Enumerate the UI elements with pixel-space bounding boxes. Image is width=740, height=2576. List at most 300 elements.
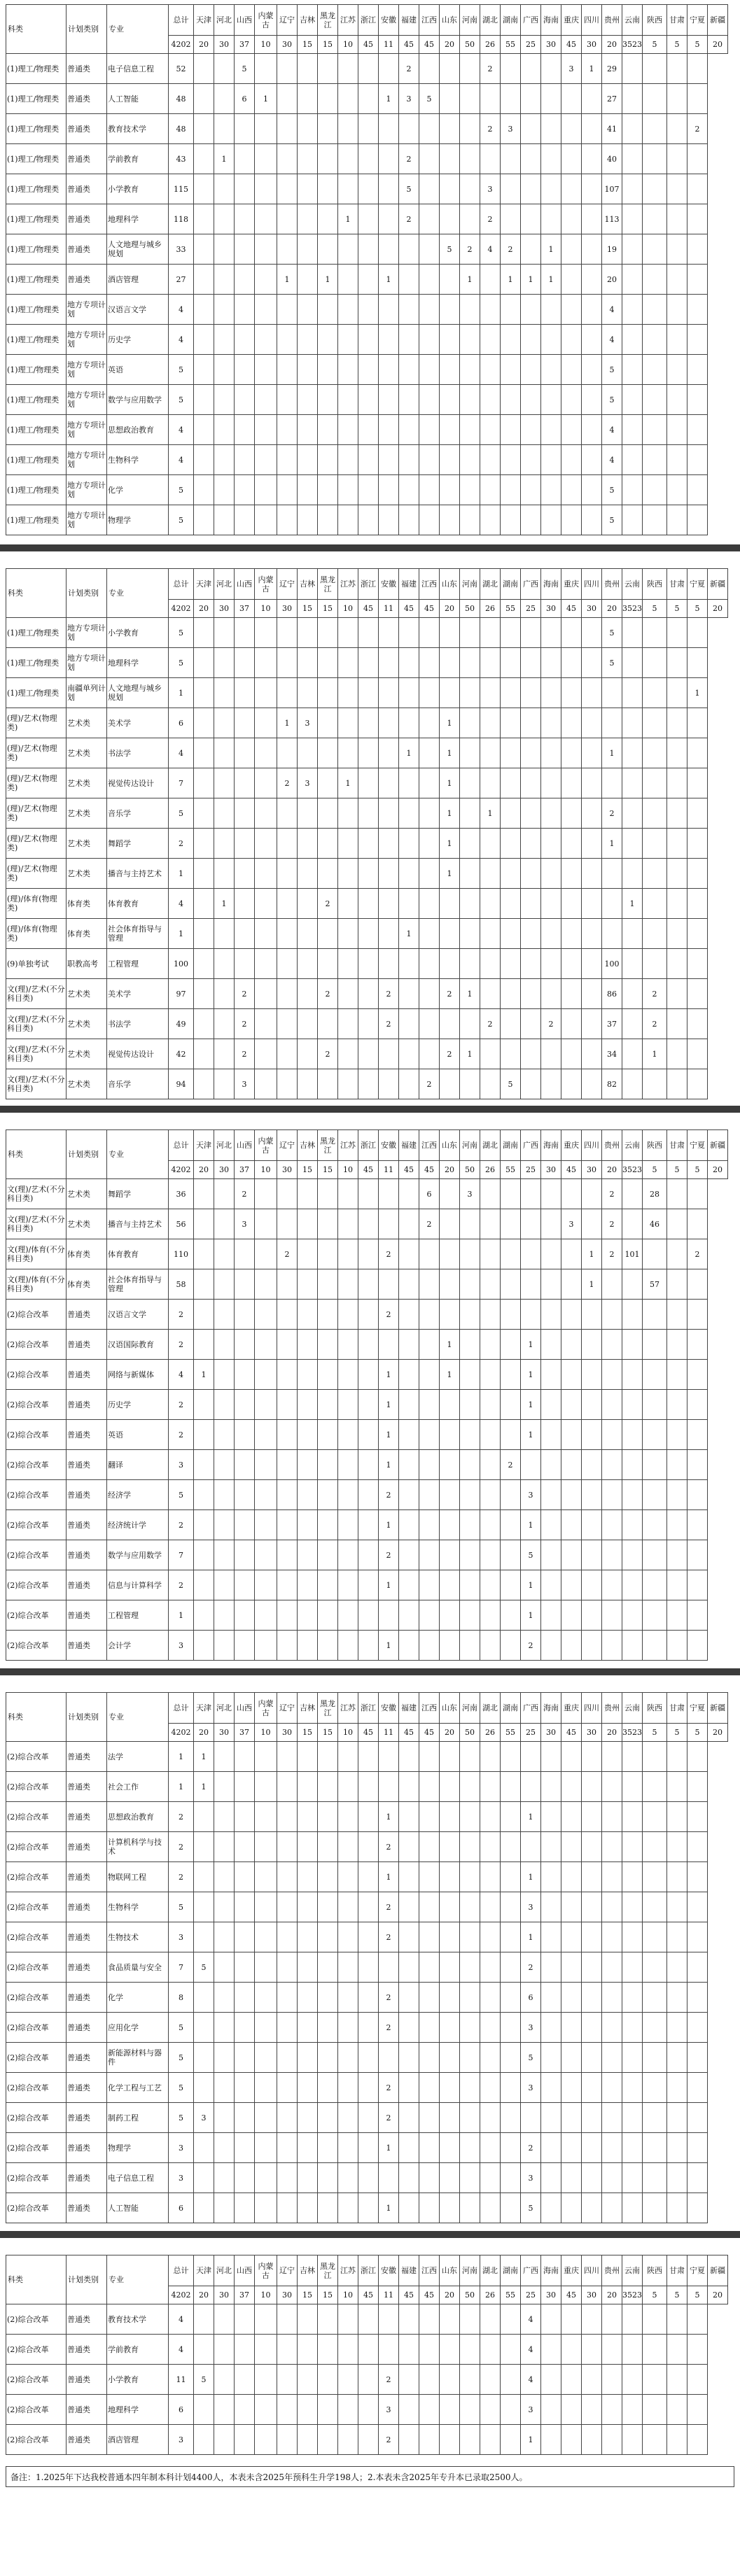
cell-count xyxy=(358,2103,379,2133)
cell-count xyxy=(643,738,667,768)
cell-count xyxy=(214,325,235,355)
cell-count: 5 xyxy=(169,385,194,415)
cell-count xyxy=(521,889,541,919)
cell-count xyxy=(379,678,399,708)
cell-jihua: 体育类 xyxy=(67,889,107,919)
cell-count xyxy=(602,768,622,798)
header-total: 45 xyxy=(419,1724,440,1742)
header-total: 55 xyxy=(501,1161,521,1179)
cell-count xyxy=(667,1600,687,1631)
cell-count xyxy=(235,1922,255,1952)
cell-count xyxy=(318,1952,338,1983)
cell-count xyxy=(460,2163,480,2193)
cell-count: 37 xyxy=(602,1009,622,1039)
cell-count xyxy=(480,1239,501,1269)
header-province: 新疆 xyxy=(708,5,728,36)
cell-count xyxy=(480,1922,501,1952)
cell-count xyxy=(338,1179,358,1209)
cell-count xyxy=(687,1631,708,1661)
table-row xyxy=(6,355,740,385)
cell-count xyxy=(338,648,358,678)
table-row xyxy=(6,1952,740,1983)
cell-count xyxy=(622,949,643,979)
table-row xyxy=(6,2304,740,2335)
cell-count xyxy=(255,1540,277,1570)
cell-count xyxy=(194,1540,214,1570)
cell-count xyxy=(582,1330,602,1360)
cell-count xyxy=(214,1832,235,1862)
cell-count xyxy=(622,415,643,445)
cell-count xyxy=(399,1209,419,1239)
cell-count xyxy=(379,1269,399,1300)
header-province: 河北 xyxy=(214,5,235,36)
cell-count: 2 xyxy=(480,204,501,234)
cell-count xyxy=(214,54,235,84)
cell-count xyxy=(277,919,298,949)
cell-count xyxy=(687,708,708,738)
cell-count xyxy=(318,2193,338,2223)
header-province: 湖南 xyxy=(501,1130,521,1161)
cell-count xyxy=(541,919,561,949)
cell-count xyxy=(338,919,358,949)
cell-count xyxy=(255,678,277,708)
cell-count xyxy=(541,2103,561,2133)
header-province: 辽宁 xyxy=(277,1130,298,1161)
cell-count xyxy=(318,738,338,768)
cell-count xyxy=(358,2304,379,2335)
cell-count: 5 xyxy=(501,1069,521,1099)
cell-count: 1 xyxy=(501,265,521,295)
cell-count xyxy=(622,84,643,114)
cell-count xyxy=(460,919,480,949)
cell-count xyxy=(214,919,235,949)
cell-count xyxy=(541,618,561,648)
cell-count xyxy=(298,174,318,204)
cell-count xyxy=(277,204,298,234)
cell-count xyxy=(298,265,318,295)
cell-count xyxy=(622,2103,643,2133)
cell-zhuanye: 舞蹈学 xyxy=(107,829,169,859)
cell-count xyxy=(318,919,338,949)
cell-count xyxy=(277,2304,298,2335)
cell-count xyxy=(460,2133,480,2163)
cell-count: 4 xyxy=(521,2335,541,2365)
cell-count xyxy=(667,204,687,234)
header-total: 45 xyxy=(358,1161,379,1179)
cell-count xyxy=(687,618,708,648)
cell-count xyxy=(255,1009,277,1039)
cell-count: 4 xyxy=(169,445,194,475)
cell-count xyxy=(399,1983,419,2013)
cell-count xyxy=(561,1862,582,1892)
cell-count xyxy=(687,1179,708,1209)
cell-count xyxy=(338,829,358,859)
cell-count: 2 xyxy=(419,1209,440,1239)
cell-count xyxy=(541,1983,561,2013)
cell-count xyxy=(399,2103,419,2133)
cell-count xyxy=(460,1570,480,1600)
header-total: 55 xyxy=(501,2286,521,2304)
cell-count xyxy=(298,919,318,949)
cell-count xyxy=(399,1239,419,1269)
cell-count xyxy=(602,1600,622,1631)
cell-count xyxy=(214,1570,235,1600)
cell-count xyxy=(298,2043,318,2073)
cell-count xyxy=(338,1330,358,1360)
cell-count xyxy=(235,768,255,798)
cell-count xyxy=(440,2013,460,2043)
cell-count xyxy=(194,648,214,678)
cell-count xyxy=(194,385,214,415)
cell-count xyxy=(480,1802,501,1832)
cell-count xyxy=(582,1390,602,1420)
cell-count xyxy=(214,708,235,738)
cell-count xyxy=(582,919,602,949)
cell-count xyxy=(235,678,255,708)
cell-count xyxy=(318,2043,338,2073)
header-total: 30 xyxy=(582,1161,602,1179)
cell-count xyxy=(480,2425,501,2455)
cell-count xyxy=(379,144,399,174)
cell-count xyxy=(501,1360,521,1390)
cell-count xyxy=(318,1209,338,1239)
cell-count xyxy=(561,295,582,325)
cell-count xyxy=(399,1039,419,1069)
cell-count xyxy=(235,2133,255,2163)
cell-count xyxy=(298,385,318,415)
cell-count xyxy=(194,1570,214,1600)
cell-count: 52 xyxy=(169,54,194,84)
cell-count: 7 xyxy=(169,1540,194,1570)
cell-count xyxy=(379,1330,399,1360)
cell-count xyxy=(255,415,277,445)
header-total: 30 xyxy=(277,600,298,618)
cell-count xyxy=(277,475,298,505)
cell-count xyxy=(622,2335,643,2365)
cell-count xyxy=(255,385,277,415)
cell-count: 3 xyxy=(235,1209,255,1239)
cell-count xyxy=(277,2133,298,2163)
cell-count xyxy=(318,144,338,174)
cell-count xyxy=(440,54,460,84)
cell-count xyxy=(379,1069,399,1099)
cell-count xyxy=(687,295,708,325)
cell-count xyxy=(582,1450,602,1480)
cell-count xyxy=(667,738,687,768)
cell-count: 1 xyxy=(582,1269,602,1300)
table-row xyxy=(6,54,740,84)
cell-count xyxy=(399,1540,419,1570)
cell-kelei: (1)理工/物理类 xyxy=(6,54,67,84)
cell-count: 5 xyxy=(521,2193,541,2223)
cell-count xyxy=(298,798,318,829)
cell-count xyxy=(358,2395,379,2425)
header-jihua: 计划类别 xyxy=(67,569,107,618)
cell-count xyxy=(460,1802,480,1832)
cell-count xyxy=(667,234,687,265)
cell-count: 1 xyxy=(379,1450,399,1480)
cell-count xyxy=(561,1952,582,1983)
cell-count: 1 xyxy=(379,1802,399,1832)
cell-zhuanye: 应用化学 xyxy=(107,2013,169,2043)
cell-count xyxy=(277,54,298,84)
header-total: 25 xyxy=(521,1724,541,1742)
cell-count xyxy=(255,2103,277,2133)
cell-count xyxy=(318,1420,338,1450)
cell-zhuanye: 小学教育 xyxy=(107,174,169,204)
cell-count xyxy=(582,2335,602,2365)
table-row xyxy=(6,708,740,738)
cell-count xyxy=(561,708,582,738)
cell-count xyxy=(643,385,667,415)
cell-count xyxy=(358,505,379,535)
cell-count xyxy=(602,1390,622,1420)
header-zhuanye: 专业 xyxy=(107,1130,169,1179)
cell-count xyxy=(298,355,318,385)
header-province: 陕西 xyxy=(643,5,667,36)
header-province: 黑龙江 xyxy=(318,5,338,36)
cell-count xyxy=(643,445,667,475)
cell-count xyxy=(277,859,298,889)
cell-count xyxy=(480,265,501,295)
cell-kelei: (1)理工/物理类 xyxy=(6,678,67,708)
cell-count xyxy=(582,949,602,979)
cell-count xyxy=(501,1039,521,1069)
cell-kelei: (2)综合改革 xyxy=(6,2365,67,2395)
cell-count xyxy=(643,1772,667,1802)
header-province: 重庆 xyxy=(561,5,582,36)
table-row xyxy=(6,84,740,114)
cell-count xyxy=(582,1039,602,1069)
cell-count xyxy=(602,1832,622,1862)
header-total: 50 xyxy=(460,1161,480,1179)
cell-count xyxy=(358,708,379,738)
cell-count xyxy=(541,415,561,445)
cell-count xyxy=(480,325,501,355)
cell-count xyxy=(214,648,235,678)
header-province: 广西 xyxy=(521,2255,541,2286)
header-province: 江西 xyxy=(419,1130,440,1161)
cell-count xyxy=(643,84,667,114)
cell-count xyxy=(460,1390,480,1420)
cell-kelei: (理)/艺术(物理类) xyxy=(6,738,67,768)
cell-jihua: 艺术类 xyxy=(67,798,107,829)
cell-count xyxy=(582,475,602,505)
cell-count xyxy=(687,1772,708,1802)
cell-count xyxy=(501,2133,521,2163)
cell-count xyxy=(194,768,214,798)
header-total: 45 xyxy=(561,1724,582,1742)
cell-count xyxy=(460,1600,480,1631)
cell-count xyxy=(419,415,440,445)
cell-kelei: (2)综合改革 xyxy=(6,1892,67,1922)
cell-count xyxy=(667,174,687,204)
cell-kelei: (1)理工/物理类 xyxy=(6,385,67,415)
cell-count xyxy=(643,1450,667,1480)
cell-count: 3 xyxy=(521,2013,541,2043)
cell-count xyxy=(622,798,643,829)
cell-count xyxy=(419,114,440,144)
cell-kelei: (1)理工/物理类 xyxy=(6,174,67,204)
cell-count xyxy=(622,2395,643,2425)
cell-count xyxy=(667,265,687,295)
cell-count xyxy=(687,1480,708,1510)
cell-count xyxy=(419,1450,440,1480)
cell-count xyxy=(235,2335,255,2365)
cell-count xyxy=(440,1922,460,1952)
header-province: 江苏 xyxy=(338,569,358,600)
cell-count: 3 xyxy=(235,1069,255,1099)
cell-count xyxy=(255,949,277,979)
cell-count xyxy=(338,114,358,144)
cell-count xyxy=(501,618,521,648)
cell-jihua: 艺术类 xyxy=(67,1179,107,1209)
cell-count: 2 xyxy=(419,1069,440,1099)
table-row xyxy=(6,2193,740,2223)
cell-count xyxy=(338,415,358,445)
cell-count xyxy=(561,1983,582,2013)
cell-count xyxy=(298,1420,318,1450)
cell-count xyxy=(667,919,687,949)
cell-count xyxy=(214,505,235,535)
table-row xyxy=(6,1570,740,1600)
cell-count xyxy=(298,738,318,768)
header-total: 20 xyxy=(440,1724,460,1742)
table-row xyxy=(6,1742,740,1772)
cell-count: 6 xyxy=(169,2395,194,2425)
cell-count xyxy=(338,84,358,114)
cell-count xyxy=(399,1510,419,1540)
cell-count: 46 xyxy=(643,1209,667,1239)
header-province: 辽宁 xyxy=(277,5,298,36)
header-province: 云南 xyxy=(622,569,643,600)
cell-count: 1 xyxy=(379,84,399,114)
cell-count xyxy=(687,2365,708,2395)
cell-count xyxy=(298,2103,318,2133)
header-province: 贵州 xyxy=(602,5,622,36)
header-total: 20 xyxy=(194,1161,214,1179)
cell-count xyxy=(277,295,298,325)
cell-count xyxy=(255,829,277,859)
cell-count xyxy=(602,1862,622,1892)
cell-jihua: 地方专项计划 xyxy=(67,385,107,415)
cell-count: 2 xyxy=(687,114,708,144)
cell-count xyxy=(235,2103,255,2133)
cell-count: 48 xyxy=(169,114,194,144)
cell-count xyxy=(501,2163,521,2193)
header-province: 天津 xyxy=(194,5,214,36)
header-province: 宁夏 xyxy=(687,1693,708,1724)
cell-kelei: (2)综合改革 xyxy=(6,2013,67,2043)
cell-count xyxy=(480,738,501,768)
cell-count xyxy=(318,415,338,445)
header-province: 湖北 xyxy=(480,569,501,600)
header-province: 四川 xyxy=(582,1130,602,1161)
cell-count xyxy=(338,1450,358,1480)
cell-count xyxy=(521,1179,541,1209)
cell-count: 1 xyxy=(521,1420,541,1450)
cell-count xyxy=(440,648,460,678)
cell-count: 1 xyxy=(521,1802,541,1832)
cell-count xyxy=(277,678,298,708)
cell-jihua: 地方专项计划 xyxy=(67,295,107,325)
cell-count xyxy=(687,949,708,979)
cell-count xyxy=(419,295,440,325)
cell-count xyxy=(480,648,501,678)
cell-count xyxy=(277,1600,298,1631)
cell-count xyxy=(561,979,582,1009)
cell-count xyxy=(419,1862,440,1892)
cell-count xyxy=(460,1269,480,1300)
cell-count xyxy=(399,1892,419,1922)
cell-count xyxy=(541,2013,561,2043)
cell-count xyxy=(582,2013,602,2043)
cell-count xyxy=(480,84,501,114)
cell-count xyxy=(541,768,561,798)
cell-count xyxy=(460,325,480,355)
cell-zhuanye: 经济学 xyxy=(107,1480,169,1510)
cell-count: 2 xyxy=(602,1239,622,1269)
cell-count xyxy=(541,1600,561,1631)
cell-count xyxy=(419,1009,440,1039)
header-total: 3523 xyxy=(622,600,643,618)
cell-count xyxy=(460,114,480,144)
cell-count xyxy=(521,114,541,144)
cell-count: 5 xyxy=(521,1540,541,1570)
cell-count xyxy=(687,2013,708,2043)
cell-kelei: 文(理)/艺术(不分科目类) xyxy=(6,1209,67,1239)
cell-count: 1 xyxy=(687,678,708,708)
cell-count: 2 xyxy=(521,1952,541,1983)
cell-count: 1 xyxy=(521,1600,541,1631)
cell-jihua: 普通类 xyxy=(67,1952,107,1983)
cell-count: 2 xyxy=(379,1239,399,1269)
header-province: 总计 xyxy=(169,1693,194,1724)
header-total: 20 xyxy=(194,2286,214,2304)
cell-zhuanye: 法学 xyxy=(107,1742,169,1772)
header-total: 30 xyxy=(214,1724,235,1742)
cell-count xyxy=(480,415,501,445)
cell-count xyxy=(480,1631,501,1661)
cell-count xyxy=(582,1480,602,1510)
cell-count xyxy=(667,708,687,738)
cell-count xyxy=(541,1239,561,1269)
cell-count xyxy=(338,859,358,889)
cell-count xyxy=(235,2193,255,2223)
header-province: 辽宁 xyxy=(277,2255,298,2286)
cell-count xyxy=(643,919,667,949)
cell-count xyxy=(480,1570,501,1600)
cell-count xyxy=(460,708,480,738)
cell-count xyxy=(399,859,419,889)
cell-count xyxy=(379,54,399,84)
cell-count: 3 xyxy=(194,2103,214,2133)
cell-count xyxy=(643,708,667,738)
header-province: 黑龙江 xyxy=(318,1130,338,1161)
cell-count xyxy=(214,2304,235,2335)
cell-kelei: (1)理工/物理类 xyxy=(6,234,67,265)
cell-count xyxy=(298,1330,318,1360)
cell-kelei: (1)理工/物理类 xyxy=(6,415,67,445)
cell-count: 5 xyxy=(521,2043,541,2073)
cell-count xyxy=(541,2043,561,2073)
cell-count xyxy=(194,1510,214,1540)
header-province: 安徽 xyxy=(379,1693,399,1724)
cell-jihua: 地方专项计划 xyxy=(67,618,107,648)
cell-count xyxy=(419,1269,440,1300)
cell-count xyxy=(235,2043,255,2073)
cell-count xyxy=(440,2395,460,2425)
